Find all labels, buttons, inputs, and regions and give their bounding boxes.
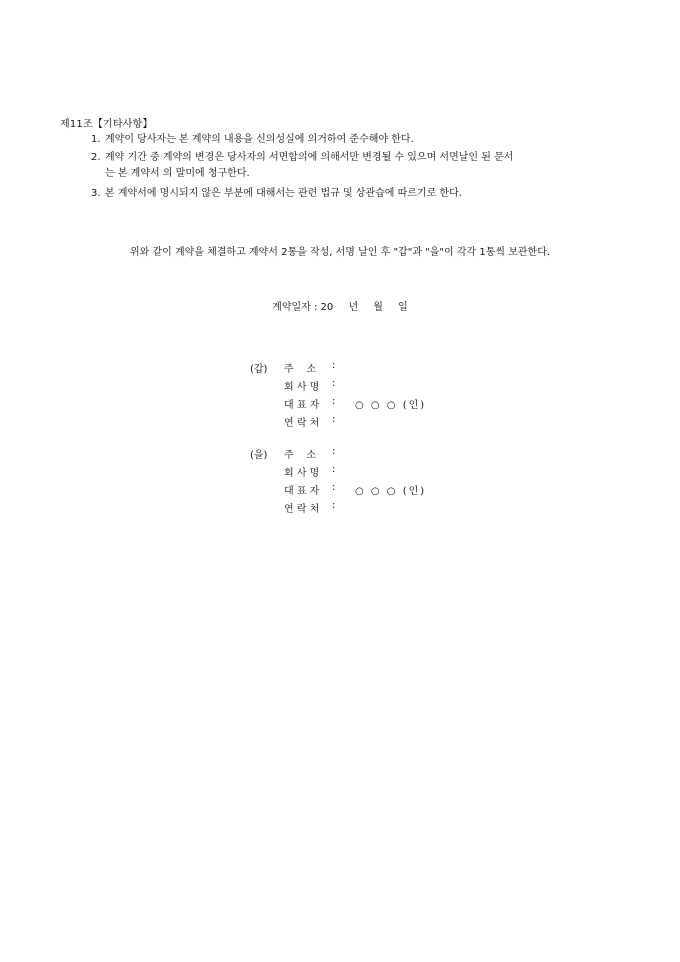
contract-date-month: 월 — [373, 302, 383, 313]
party-b-company-colon: : — [332, 464, 336, 475]
party-b-address-label: 주 소 — [284, 450, 317, 461]
party-a-company-colon: : — [332, 378, 336, 389]
party-a-representative-label: 대 표 자 — [284, 400, 320, 411]
article-item-1 — [91, 132, 631, 148]
contract-date-day: 일 — [398, 302, 408, 313]
party-a-tag: (갑) — [250, 364, 268, 375]
party-b-contact-colon: : — [332, 500, 336, 511]
item-number: 1. — [91, 134, 101, 145]
item-text: 본 계약서에 명시되지 않은 부분에 대해서는 관련 법규 및 상관습에 따르기로 한다. — [105, 188, 462, 199]
item-text: 계약 기간 중 계약의 변경은 당사자의 서면합의에 의해서만 변경될 수 있으며 서면날인 된 문서 — [105, 152, 514, 163]
party-b-representative-label: 대 표 자 — [284, 486, 320, 497]
party-a-contact-label: 연 락 처 — [284, 418, 320, 429]
contract-date-year: 년 — [348, 302, 359, 313]
party-b-tag: (을) — [250, 450, 268, 461]
article-item-3 — [91, 186, 631, 202]
party-b-representative-colon: : — [332, 482, 336, 493]
party-b-company-label: 회 사 명 — [284, 468, 320, 479]
article-item-2-continuation: 는 본 계약서 의 말미에 청구한다. — [105, 168, 250, 179]
party-a-contact-colon: : — [332, 414, 336, 425]
party-b-address-colon: : — [332, 446, 336, 457]
party-a-company-label: 회 사 명 — [284, 382, 320, 393]
closing-statement: 위와 같이 계약을 체결하고 계약서 2통을 작성, 서명 날인 후 "갑"과 "을"이 각각 1통씩 보관한다. — [129, 247, 551, 258]
item-number: 2. — [91, 152, 101, 163]
party-b-representative-value: ○ ○ ○ (인) — [355, 486, 427, 497]
item-text: 계약이 당사자는 본 계약의 내용을 신의성실에 의거하여 준수해야 한다. — [105, 134, 414, 145]
party-a-representative-value: ○ ○ ○ (인) — [355, 400, 427, 411]
article-title: 제11조【기타사항】 — [60, 119, 153, 130]
item-number: 3. — [91, 188, 101, 199]
party-b-contact-label: 연 락 처 — [284, 504, 320, 515]
party-a-representative-colon: : — [332, 396, 336, 407]
article-item-2 — [91, 150, 631, 166]
party-a-address-colon: : — [332, 360, 336, 371]
contract-date-label: 계약일자 : 20 — [272, 302, 334, 313]
contract-date — [0, 298, 680, 313]
party-a-address-label: 주 소 — [284, 364, 317, 375]
